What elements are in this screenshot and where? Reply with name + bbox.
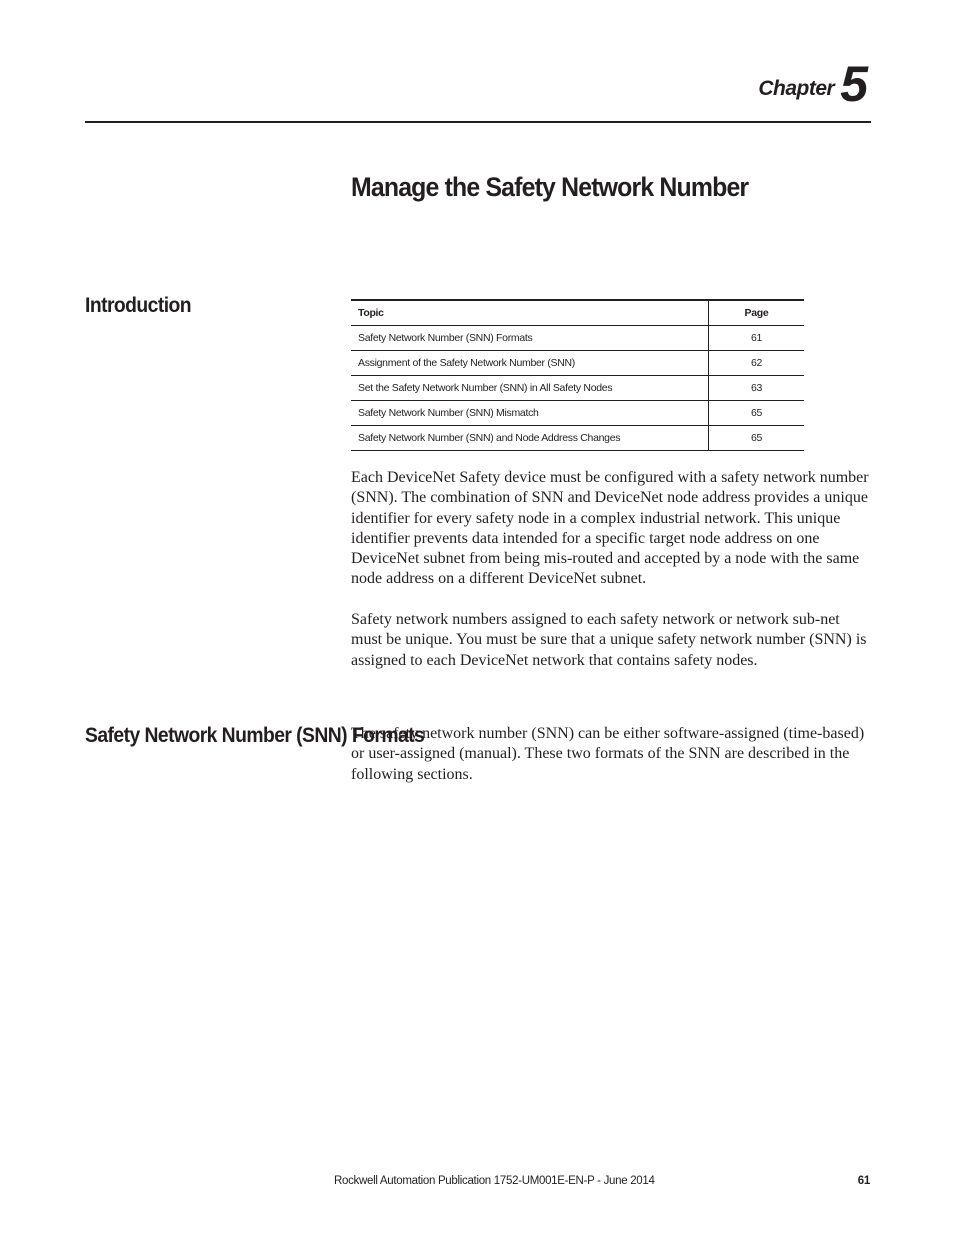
table-row [351, 326, 804, 351]
footer-publication: Rockwell Automation Publication 1752-UM001E-EN-P - June 2014 [334, 1175, 655, 1187]
page-cell[interactable]: 65 [709, 426, 805, 451]
page-cell[interactable]: 63 [709, 376, 805, 401]
footer-page-number: 61 [857, 1175, 870, 1187]
topic-cell[interactable]: Safety Network Number (SNN) Formats [351, 326, 709, 351]
topic-cell[interactable]: Safety Network Number (SNN) and Node Address Changes [351, 426, 709, 451]
page-cell[interactable]: 65 [709, 401, 805, 426]
table-row [351, 351, 804, 376]
formats-paragraph: The safety network number (SNN) can be either software-assigned (time-based) or user-assigned (manual). These two formats of the SNN are described in the following sections. [351, 725, 865, 783]
page-column-header: Page [709, 300, 805, 326]
topic-table [351, 299, 804, 451]
table-row [351, 401, 804, 426]
topic-cell[interactable]: Assignment of the Safety Network Number (SNN) [351, 351, 709, 376]
section-heading-snn-formats: Safety Network Number (SNN) Formats [85, 724, 425, 747]
page-cell[interactable]: 61 [709, 326, 805, 351]
chapter-header [758, 56, 868, 112]
topic-table-header-row [351, 300, 804, 326]
topic-cell[interactable]: Set the Safety Network Number (SNN) in All Safety Nodes [351, 376, 709, 401]
section-heading-introduction: Introduction [85, 294, 192, 317]
table-row [351, 376, 804, 401]
chapter-number: 5 [840, 56, 868, 112]
page-cell[interactable]: 62 [709, 351, 805, 376]
page-title: Manage the Safety Network Number [351, 172, 749, 202]
chapter-label: Chapter [758, 77, 835, 100]
topic-column-header: Topic [351, 300, 709, 326]
header-rule [85, 121, 871, 123]
intro-paragraph-2: Safety network numbers assigned to each safety network or network sub-net must be unique. You must be sure that a unique safety network number (SNN) is assigned to each DeviceNet network that contains safety nodes. [351, 611, 867, 669]
topic-cell[interactable]: Safety Network Number (SNN) Mismatch [351, 401, 709, 426]
intro-paragraph-1: Each DeviceNet Safety device must be configured with a safety network number (SNN). The combination of SNN and DeviceNet node address provides a unique identifier for every safety node in a complex industrial network. This unique identifier prevents data intended for a specific target node address on one DeviceNet subnet from being mis-routed and accepted by a node with the same node address on a different DeviceNet subnet. [351, 469, 869, 588]
table-row [351, 426, 804, 451]
